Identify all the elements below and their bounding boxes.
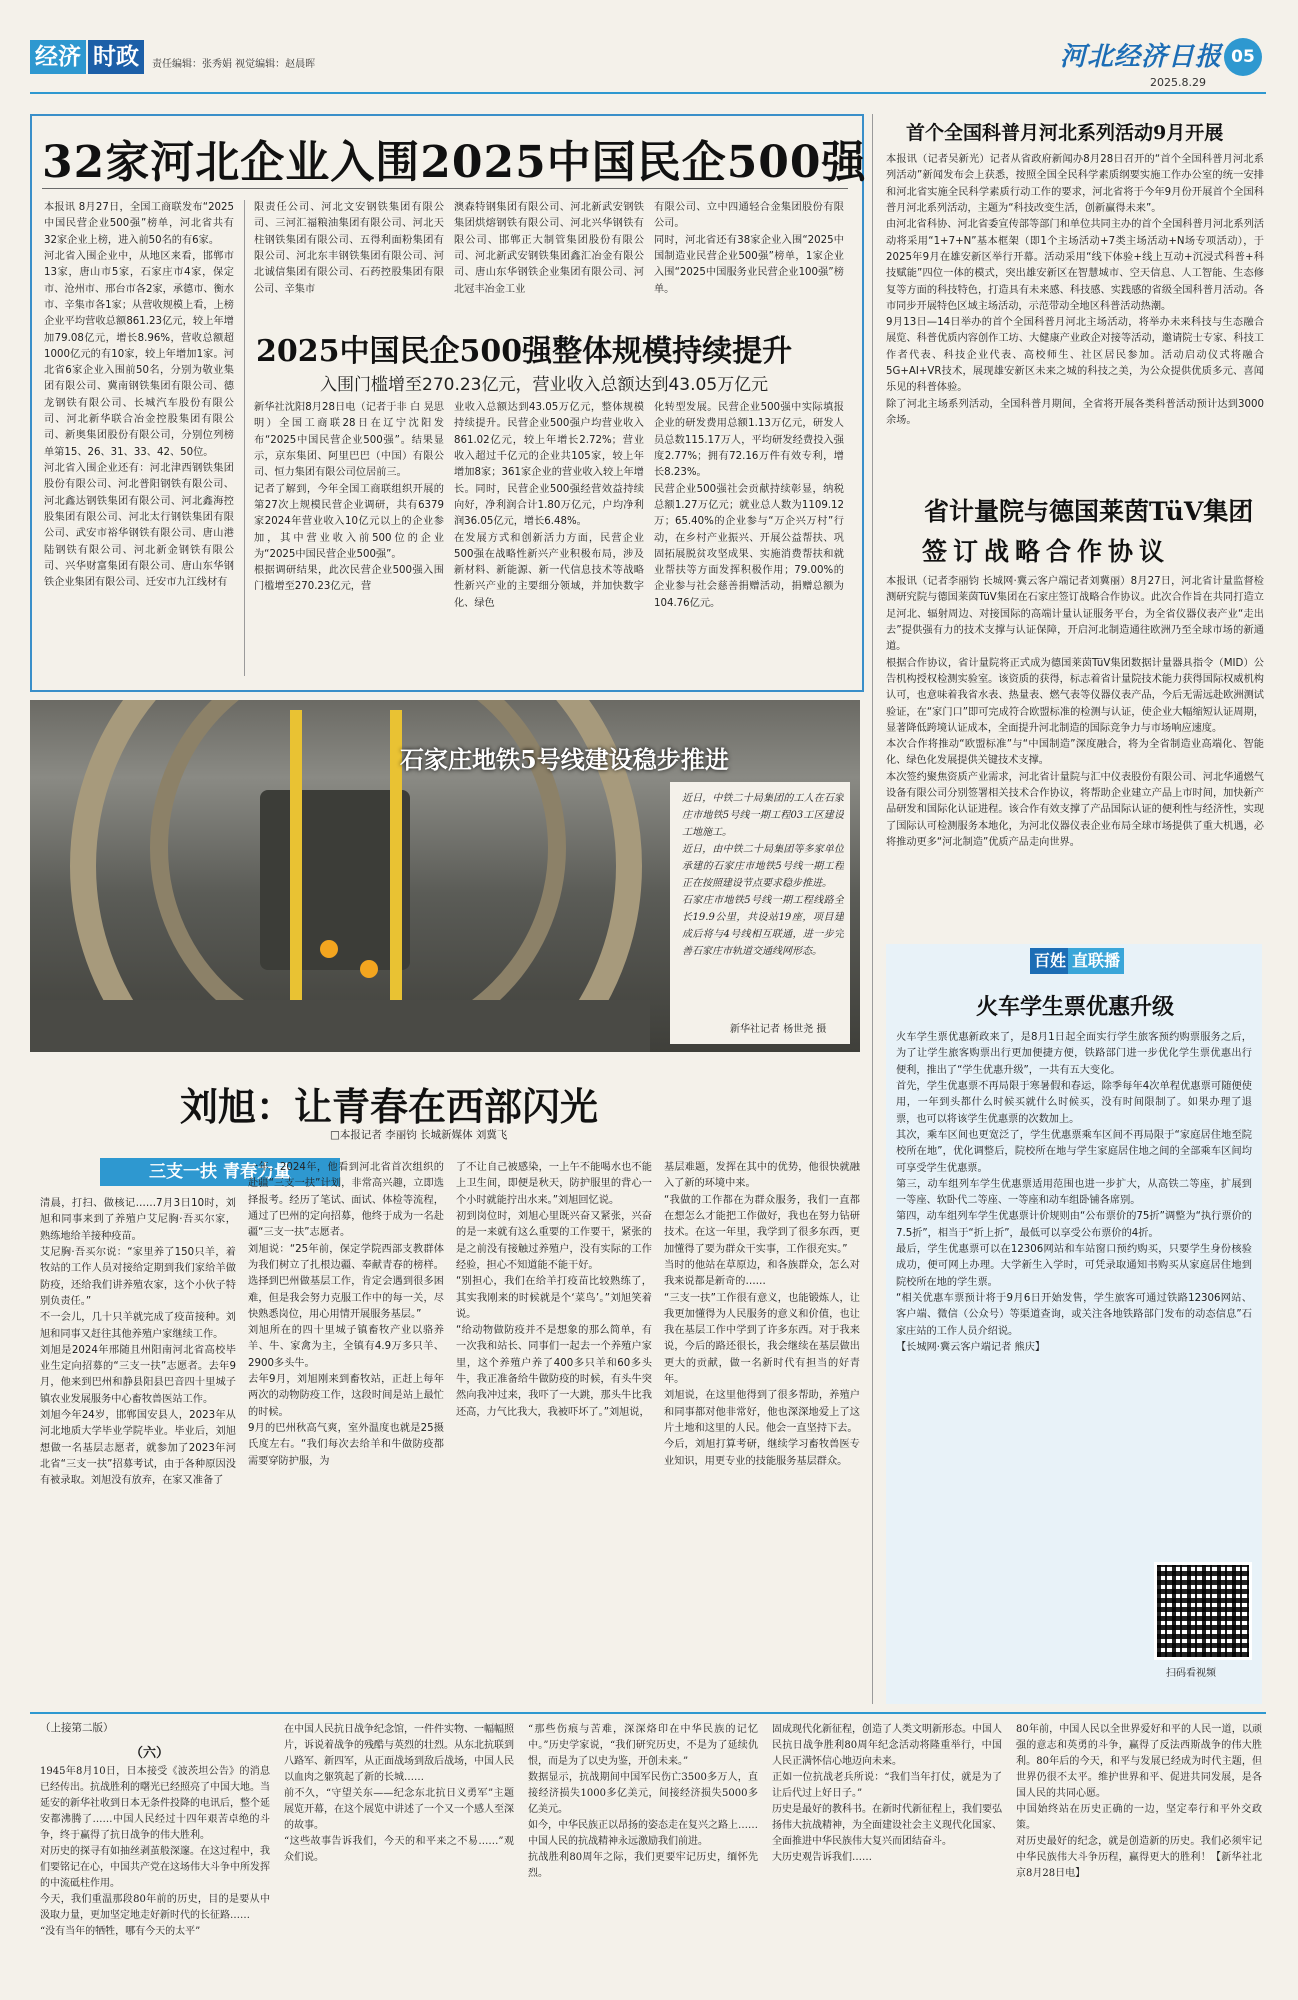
right-news-2-text: 本报讯（记者李丽钧 长城网·冀云客户端记者刘冀丽）8月27日，河北省计量监督检测研究院与德国莱茵TüV集团在石家庄签订战略合作协议。此次合作旨在共同打造立足河北、辐射周边、对接国际的高端计量认证服务平台，为全省仪器仪表产业“走出去”提供强有力的技术支撑与认证保障，开启河北制造通往欧洲乃至全球市场的新通道。 根据合作协议，省计量院将正式成为德国莱茵TüV集团数据计量器具指令（MID）公告机构授权检测实验室。该资质的获得，标志着省计量院技术能力获得国际权威机构认可，也意味着我省水表、热量表、燃气表等仪器仪表产品，今后无需远赴欧洲测试验证，在“家门口”即可完成符合欧盟标准的检测与认证，使企业大幅缩短认证周期，显著降低跨境认证成本，全面提升河北制造的国际竞争力与市场响应速度。 本次合作将推动“欧盟标准”与“中国制造”深度融合，将为全省制造业高端化、智能化、绿色化发展提供关键技术支撑。 本次签约聚焦资质产业需求，河北省计量院与汇中仪表股份有限公司、河北华通燃气设备有限公司分别签署相关技术合作协议，将帮助企业建立产品上市时间，加快新产品研发和国际化认证进程。该合作有效支撑了产品国际认证的便利性与经济性，实现了国际认可检测服务本地化，为河北仪器仪表企业布局全球市场提供了重大机遇，必将推动更多“河北制造”优质产品走向世界。 <box>886 576 1264 848</box>
serial-col-5: 80年前，中国人民以全世界爱好和平的人民一道，以顽强的意志和英勇的斗争，赢得了反法西斯战争的伟大胜利。80年后的今天，和平与发展已经成为时代主题，但世界仍很不太平。维护世界和平、促进共同发展，是各国人民的共同心愿。 中国始终站在历史正确的一边，坚定奉行和平外交政策。 对历史最好的纪念，就是创造新的历史。我们必须牢记中华民族伟大斗争历程，赢得更大的胜利！【新华社北京8月28日电】 <box>1016 1724 1262 1879</box>
lead-col-1: 本报讯 8月27日，全国工商联发布“2025中国民营企业500强”榜单，河北省共有32家企业上榜，进入前50名的有6家。 河北省入围企业中，从地区来看，邯郸市13家，唐山市5家，石家庄市4家，保定市、沧州市、邢台市各2家，承德市、衡水市、辛集市各1家；从营收规模上看，上榜企业平均营收总额861.23亿元，较上年增加79.08亿元，增长8.96%，营收总额超1000亿元的有10家，较上年增加1家。河北省6家企业入围前50名，分别为敬业集团有限公司、冀南钢铁集团有限公司、德龙钢铁有限公司、长城汽车股份有限公司、河北新华联合冶金控股集团有限公司、新奥集团股份有限公司，分别位列榜单第15、26、31、33、42、50位。 河北省入围企业还有：河北津西钢铁集团股份有限公司、河北普阳钢铁有限公司、河北鑫达钢铁集团有限公司、河北鑫海控股集团有限公司、河北太行钢铁集团有限公司、武安市裕华钢铁有限公司、唐山港陆钢铁有限公司、河北新金钢铁有限公司、兴华财富集团有限公司、唐山东华钢铁企业集团有限公司、迁安市九江线材有 <box>44 202 234 589</box>
right-news-1-text: 本报讯（记者吴新光）记者从省政府新闻办8月28日召开的“首个全国科普月河北系列活动”新闻发布会上获悉，按照全国全民科学素质纲要实施工作办公室的统一安排和河北省实施全民科学素质行动工作的要求，河北省将于今年9月份开展首个全国科普月河北系列活动，主题为“科技改变生活，创新赢得未来”。 由河北省科协、河北省委宣传部等部门和单位共同主办的首个全国科普月河北系列活动将采用“1+7+N”基本框架（即1个主场活动+7类主场活动+N场专项活动），于2025年9月在雄安新区举行开幕。活动采用“线下体验+线上互动+沉浸式科普+科技赋能”四位一体的模式，突出雄安新区在智慧城市、空天信息、人工智能、生态修复等方面的科技特色，打造具有未来感、科技感、实践感的省级全国科普月活动。各市同步开展特色区域主场活动，示范带动全地区科普活动热潮。 9月13日—14日举办的首个全国科普月河北主场活动，将举办未来科技与生态融合展览、科普优质内容创作工坊、大健康产业政企对接等活动，邀请院士专家、科技工作者代表、科技企业代表、高校师生、社区居民参加。活动启动仪式将融合5G+AI+VR技术，展现雄安新区未来之城的科技之美，为公众提供优质多元、喜闻乐见的科普体验。 除了河北主场系列活动，全国科普月期间，全省将开展各类科普活动预计达到3000余场。 <box>886 154 1264 426</box>
sub-col-2: 业收入总额达到43.05万亿元，整体规模持续提升。民营企业500强户均营业收入861.02亿元，较上年增长2.72%；营业收入超过千亿元的企业共105家，较上年增加8家；361家企业的营业收入较上年增长。同时，民营企业500强经营效益持续向好，净利润合计1.80万亿元，户均净利润36.05亿元，增长6.48%。 在发展方式和创新活力方面，民营企业500强在战略性新兴产业积极布局，涉及新材料、新能源、新一代信息技术等战略性新兴产业的主要细分领域，并加快数字化、绿色 <box>454 402 644 609</box>
sub-col-3: 化转型发展。民营企业500强中实际填报企业的研发费用总额1.13万亿元，研发人员总数115.17万人，平均研发经费投入强度2.77%；拥有72.16万件有效专利，增长8.23%。 民营企业500强社会贡献持续彰显，纳税总额1.27万亿元；就业总人数为1109.12万；65.40%的企业参与“万企兴万村”行动，在乡村产业振兴、开展公益帮扶、巩固拓展脱贫攻坚成果、实施消费帮扶和就业帮扶等方面发挥积极作用；79.00%的企业参与社会慈善捐赠活动，捐赠总额为104.76亿元。 <box>654 402 844 609</box>
qr-caption: 扫码看视频 <box>1166 1668 1216 1679</box>
serial-col-4: 固成现代化新征程，创造了人类文明新形态。中国人民抗日战争胜利80周年纪念活动将隆重举行，中国人民正满怀信心地迈向未来。 正如一位抗战老兵所说：“我们当年打仗，就是为了让后代过上好日子。” 历史是最好的教科书。在新时代新征程上，我们要弘扬伟大抗战精神，为全面建设社会主义现代化国家、全面推进中华民族伟大复兴而团结奋斗。 大历史观告诉我们…… <box>772 1724 1002 1863</box>
feature-story-title: 刘旭：让青春在西部闪光 <box>180 1084 599 1129</box>
right-news-1-title: 首个全国科普月河北系列活动9月开展 <box>906 122 1224 144</box>
sidebar-label-2: 直联播 <box>1068 948 1124 974</box>
feature-col-1: 清晨，打扫、做核记……7月3日10时，刘旭和同事来到了养殖户艾尼胸·吾买尔家，熟练地给羊接种疫苗。 艾尼胸·吾买尔说：“家里养了150只羊，着牧站的工作人员对接给定期到我们家给羊做防疫，还给我们讲养殖农家，这个小伙子特别负责任。” 不一会儿，几十只羊就完成了疫苗接种。刘旭和同事又赶往其他养殖户家继续工作。 刘旭是2024年邢随且州阳南河北省高校毕业生定向招募的“三支一扶”志愿者。去年9月，他来到巴州和静县阳县巴音四十里城子镇农业发展服务中心畜牧兽医站工作。 刘旭今年24岁，邯郸国安县人，2023年从河北地质大学毕业学院毕业。毕业后，刘旭想做一名基层志愿者，就参加了2023年河北省“三支一扶”招募考试，由于各种原因没有被录取。刘旭没有放弃，在家又准备了 <box>40 1198 236 1487</box>
column-divider-main <box>872 114 873 1704</box>
serial-col-2: 在中国人民抗日战争纪念馆，一件件实物、一幅幅照片，诉说着战争的残酷与英烈的壮烈。从东北抗联到八路军、新四军，从正面战场到敌后战场，中国人民以血肉之躯筑起了新的长城…… 前不久，“守望关东——纪念东北抗日义勇军”主题展览开幕，在这个展览中讲述了一个又一个感人至深的故事。 “这些故事告诉我们，今天的和平来之不易……”观众们说。 <box>284 1724 514 1863</box>
photo-credit: 新华社记者 杨世尧 摄 <box>730 1024 827 1035</box>
right-news-2-title-line2: 签订战略合作协议 <box>922 537 1171 566</box>
feature-col-2: 一年。2024年，他看到河北省首次组织的赴疆“三支一扶”计划，非常高兴趣，立即选择报考。经历了笔试、面试、体检等流程，通过了巴州的定向招募，他终于成为一名赴疆“三支一扶”志愿者。 刘旭说：“25年前，保定学院西部支教群体为我们树立了扎根边疆、奉献青春的榜样。选择到巴州做基层工作，肯定会遇到很多困难，但是我会努力克服工作中的每一关，尽快熟悉岗位，用心用情开展服务基层。” 刘旭所在的四十里城子镇畜牧产业以骆养羊、牛、家禽为主，全镇有4.9万多只羊、2900多头牛。 去年9月，刘旭刚来到畜牧站，正赶上每年两次的动物防疫工作，这段时间是站上最忙的时候。 9月的巴州秋高气爽，室外温度也就是25摄氏度左右。“我们每次去给羊和牛做防疫都需要穿防护服，为 <box>248 1162 444 1467</box>
serial-continued-label: （上接第二版） <box>40 1722 114 1734</box>
feature-banner: 三支一扶 青春力量 <box>100 1158 340 1186</box>
editors-line: 责任编辑：张秀娟 视觉编辑：赵晨晖 <box>152 59 316 70</box>
serial-col-1: 1945年8月10日，日本接受《波茨坦公告》的消息已经传出。抗战胜利的曙光已经照亮了中国大地。当延安的新华社收到日本无条件投降的电讯后，整个延安都沸腾了……中国人民经过十四年艰苦卓绝的斗争，终于赢得了抗日战争的伟大胜利。 对历史的探寻有如抽丝剥茧般深邃。在这过程中，我们要铭记在心，中国共产党在这场伟大斗争中所发挥的中流砥柱作用。 今天，我们重温那段80年前的历史，目的是要从中汲取力量，更加坚定地走好新时代的长征路…… “没有当年的牺牲，哪有今天的太平” <box>40 1766 270 1937</box>
sidebar-text: 火车学生票优惠新政来了，是8月1日起全面实行学生旅客预约购票服务之后，为了让学生旅客购票出行更加便捷方便，铁路部门进一步优化学生票优惠出行便利，推出了“学生优惠升级”，一共有五大变化。 首先，学生优惠票不再局限于寒暑假和春运，除季每年4次单程优惠票可随便使用，一年到头都什么时候买就什么时候买，没有时间限制了。如果办理了退票，也可以将该学生优惠票的次数加上。 其次，乘车区间也更宽泛了，学生优惠票乘车区间不再局限于“家庭居住地至院校所在地”，优化调整后，院校所在地与学生家庭居住地之间的全部乘车区间均可享受学生优惠票。 第三，动车组列车学生优惠票适用范围也进一步扩大，从高铁二等座，扩展到一等座、软卧代二等座、一等座和动车组卧铺各席别。 第四，动车组列车学生优惠票计价规则由“公布票价的75折”调整为“执行票价的7.5折”，相当于“折上折”，最低可以享受公布票价的4折。 最后，学生优惠票可以在12306网站和车站窗口预约购买，只要学生身份核验成功，便可网上办理。大学新生入学时，可凭录取通知书购买从家庭居住地到院校所在地的学生票。 “相关优惠车票预计将于9月6日开始发售，学生旅客可通过铁路12306网站、客户端、微信（公众号）等渠道查询，或关注各地铁路部门发布的动态信息”石家庄站的工作人员介绍说。 【长城网·冀云客户端记者 熊庆】 <box>896 1032 1252 1353</box>
lead-col-3: 澳森特钢集团有限公司、河北新武安钢铁集团烘熔钢铁有限公司、河北兴华钢铁有限公司、邯郸正大制管集团股份有限公司、河北新武安钢铁集团鑫汇冶金有限公司、唐山东华钢铁企业集团有限公司、河北冠丰冶金工业 <box>454 202 644 295</box>
sidebar-title: 火车学生票优惠升级 <box>976 994 1175 1020</box>
header-rule <box>30 92 1266 94</box>
sidebar-label-1: 百姓 <box>1030 948 1070 974</box>
lead-title-rule <box>42 188 848 189</box>
feature-col-4: 基层难题，发挥在其中的优势，他很快就融入了新的环境中来。 “我做的工作都在为群众服务，我们一直都在想怎么才能把工作做好，我也在努力钻研技术。在这一年里，我学到了很多东西，更加懂得了要为群众干实事，工作很充实。” 当时的他站在草原边，和各族群众，怎么对我来说都是新奇的…… “三支一扶”工作很有意义，也能锻炼人，让我更加懂得为人民服务的意义和价值，也让我在基层工作中学到了许多东西。对于我来说，今后的路还很长，我会继续在基层做出更大的贡献，做一名新时代有担当的好青年。 刘旭说，在这里他得到了很多帮助，养殖户和同事都对他非常好，他也深深地爱上了这片土地和这里的人民。他会一直坚持下去。 今后，刘旭打算考研，继续学习畜牧兽医专业知识，用更专业的技能服务基层群众。 <box>664 1162 860 1467</box>
photo-caption: 近日，中铁二十局集团的工人在石家庄市地铁5号线一期工程03工区建设工地施工。 近日，由中铁二十局集团等多家单位承建的石家庄市地铁5号线一期工程正在按照建设节点要求稳步推进。 石家庄市地铁5号线一期工程线路全长19.9公里，共设站19座，项目建成后将与4号线相互联通，进一步完善石家庄市轨道交通线网形态。 <box>682 793 844 957</box>
qr-code[interactable] <box>1154 1562 1252 1660</box>
section-tab-economy: 经济 <box>30 40 86 74</box>
right-news-2-title-line1: 省计量院与德国莱茵TüV集团 <box>924 497 1254 526</box>
sub-col-1: 新华社沈阳8月28日电（记者于非 白 晃思明）全国工商联28日在辽宁沈阳发布“2025中国民营企业500强”。结果显示，京东集团、阿里巴巴（中国）有限公司、恒力集团有限公司位居前三。 记者了解到，今年全国工商联组织开展的第27次上规模民营企业调研，共有6379家2024年营业收入10亿元以上的企业参加，其中营业收入前500位的企业为“2025中国民营企业500强”。 根据调研结果，此次民营企业500强入围门槛增至270.23亿元，营 <box>254 402 444 593</box>
feature-col-3: 了不让自己被感染，一上午不能喝水也不能上卫生间，即便是秋天，防护服里的背心一个小时就能拧出水来。”刘旭回忆说。 初到岗位时，刘旭心里既兴奋又紧张，兴奋的是一来就有这么重要的工作要干，紧张的是之前没有接触过养殖户，没有实际的工作经验，担心不知道能不能干好。 “别担心，我们在给羊打疫苗比较熟练了，其实我刚来的时候就是个‘菜鸟’。”刘旭笑着说。 “给动物做防疫并不是想象的那么简单，有一次我和站长、同事们一起去一个养殖户家里，这个养殖户养了400多只羊和60多头牛，我正准备给牛做防疫的时候，有头牛突然向我冲过来，我吓了一大跳，那头牛比我还高，力气比我大，我被吓坏了。”刘旭说， <box>456 1162 652 1418</box>
serial-col-3: “那些伤痕与苦难，深深烙印在中华民族的记忆中。”历史学家说，“我们研究历史，不是为了延续仇恨，而是为了以史为鉴，开创未来。” 数据显示，抗战期间中国军民伤亡3500多万人，直接经济损失1000多亿美元，间接经济损失5000多亿美元。 如今，中华民族正以昂扬的姿态走在复兴之路上……中国人民的抗战精神永远激励我们前进。 抗战胜利80周年之际，我们更要牢记历史，缅怀先烈。 <box>528 1724 758 1879</box>
page-number: 05 <box>1224 38 1262 76</box>
col-divider <box>244 200 245 676</box>
photo-feature-title: 石家庄地铁5号线建设稳步推进 <box>400 745 729 774</box>
issue-date: 2025.8.29 <box>1150 76 1206 89</box>
section-tab-politics: 时政 <box>88 40 144 74</box>
lead-col-4: 有限公司、立中四通轻合金集团股份有限公司。 同时，河北省还有38家企业入围“2025中国制造业民营企业500强”榜单，1家企业入围“2025中国服务业民营企业100强”榜单。 <box>654 202 844 295</box>
sub-article-subtitle: 入围门槛增至270.23亿元，营业收入总额达到43.05万亿元 <box>320 375 769 395</box>
masthead: 河北经济日报 <box>1060 42 1223 72</box>
bottom-section-rule <box>30 1712 1266 1714</box>
serial-chapter: （六） <box>130 1746 170 1761</box>
sub-article-title: 2025中国民企500强整体规模持续提升 <box>256 334 793 369</box>
feature-story-byline: □本报记者 李丽钧 长城新媒体 刘冀飞 <box>330 1129 508 1141</box>
lead-article-title: 32家河北企业入围2025中国民企500强 <box>42 137 867 188</box>
lead-col-2: 限责任公司、河北文安钢铁集团有限公司、三河汇福粮油集团有限公司、河北天柱钢铁集团有限公司、五得利面粉集团有限公司、河北东丰钢铁集团有限公司、河北诚信集团有限公司、石药控股集团有限公司、辛集市 <box>254 202 444 295</box>
